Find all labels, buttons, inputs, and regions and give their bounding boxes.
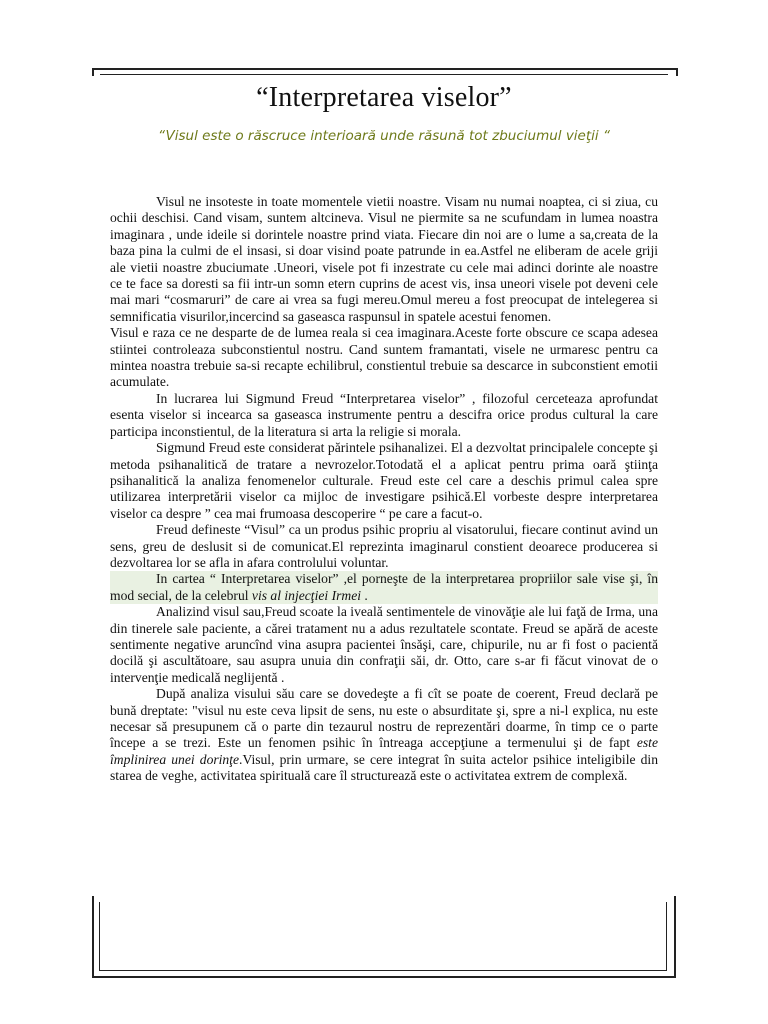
paragraph-3: In lucrarea lui Sigmund Freud “Interpretarea viselor” , filozoful cerceteaza aprofundat esenta viselor si incearca sa gaseasca instrumente pentru a descifra orice produs cultural la care participa inconstientul, de la literatura si arta la religie si morala. (110, 390, 658, 439)
top-frame-inner-rule (100, 74, 668, 75)
top-frame-outer-rule (92, 68, 676, 70)
paragraph-7: Analizind visul sau,Freud scoate la iveală sentimentele de vinovăţie ale lui faţă de Irma, una din tinerele sale paciente, a cărei tratament nu a adus rezultatele scontate. Freud se apără de aceste sentimente negative aruncînd vina asupra pacientei însăşi, care, chipurile, nu ar fi fost o pacientă docilă şi ascultătoare, sau asupra unuia din confraţii săi, dr. Otto, care s-ar fi făcut vinovat de o intervenţie medicală neglijentă . (110, 604, 658, 685)
document-body (110, 194, 658, 785)
paragraph-8-italic: este împlinirea unei dorinţe (110, 735, 658, 767)
paragraph-6-italic: vis al injecţiei Irmei (251, 587, 362, 603)
bottom-frame (92, 896, 676, 976)
paragraph-6 (110, 571, 658, 604)
bottom-frame-inner (99, 902, 667, 971)
paragraph-8-text: După analiza visului său care se dovedeşte a fi cît se poate de coerent, Freud declară pe bună dreptate: "visul nu este ceva lipsit de sens, nu este o absurditate şi, spre a ni-l explica, nu este necesar să presupunem că o parte din tezaurul nostru de reprezentări doarme, în timp ce o parte începe a se trezi. Este un fenomen psihic în întreaga accepţiune a termenului şi de fapt (110, 686, 658, 751)
top-frame-right-corner (668, 68, 678, 76)
paragraph-5: Freud defineste “Visul” ca un produs psihic propriu al visatorului, fiecare continut avind un sens, greu de deslusit si de comunicat.El reprezinta imaginarul constient deoarece producerea si dezvoltarea lor se afla in afara controlului voluntar. (110, 522, 658, 570)
paragraph-6-text: In cartea “ Interpretarea viselor” ,el porneşte de la interpretarea propriilor sale vise şi, în mod secial, de la celebrul (110, 571, 658, 603)
paragraph-8-end: .Visul, prin urmare, se cere integrat în suita actelor psihice inteligibile din starea de veghe, activitatea spirituală care îl structurează este o activitatea extrem de complexă. (110, 751, 658, 784)
paragraph-4: Sigmund Freud este considerat părintele psihanalizei. El a dezvoltat principalele concepte şi metoda psihanalitică de tratare a nevrozelor.Totodată el a aplicat pentru prima oară ştiinţa psihanalitică la analiza fenomenelor culturale. Freud este cel care a deschis primul calea spre utilizarea interpretării viselor ca mijloc de investigare psihică.El vorbeste despre interpretarea viselor ca despre ” cea mai frumoasa descoperire “ pe care a facut-o. (110, 440, 658, 521)
paragraph-2: Visul e raza ce ne desparte de de lumea reala si cea imaginara.Aceste forte obscure ce scapa adesea stiintei controleaza subconstientul nostru. Cand suntem framantati, visele ne urmaresc pentru ca mintea noastra trebuie sa-si recapte echilibrul, constientul trebuie sa descarce in subconstient emotii acumulate. (110, 325, 658, 390)
paragraph-8 (110, 686, 658, 784)
paragraph-6-end: . (361, 587, 368, 603)
document-subtitle-quote: “Visul este o răscruce interioară unde răsună tot zbuciumul vieţii “ (158, 128, 610, 144)
document-title: “Interpretarea viselor” (256, 82, 512, 113)
top-frame-left-corner (92, 68, 102, 76)
paragraph-1: Visul ne insoteste in toate momentele vietii noastre. Visam nu numai noaptea, ci si ziua, cu ochii deschisi. Cand visam, suntem altcineva. Visul ne piermite sa ne scufundam in lumea noastra imaginara , unde ideile si dorintele noastre prind viata. Fiecare din noi are o lume a sa,creata de la baza pina la culmi de el insasi, si doar visind poate patrunde in ea.Astfel ne eliberam de acele griji ale vietii noastre zbuciumate .Uneori, visele pot fi inzestrate cu cele mai adinci dorinte ale noastre ce te face sa doresti sa fii intr-un somn etern cuprins de acest vis, insa uneori visele pot deveni cele mai mari “cosmaruri” de care ai vrea sa fugi mereu.Omul mereu a fost preocupat de intelegerea si semnificatia visurilor,incercind sa gaseasca raspunsul in spatele acestui fenomen. (110, 194, 658, 324)
